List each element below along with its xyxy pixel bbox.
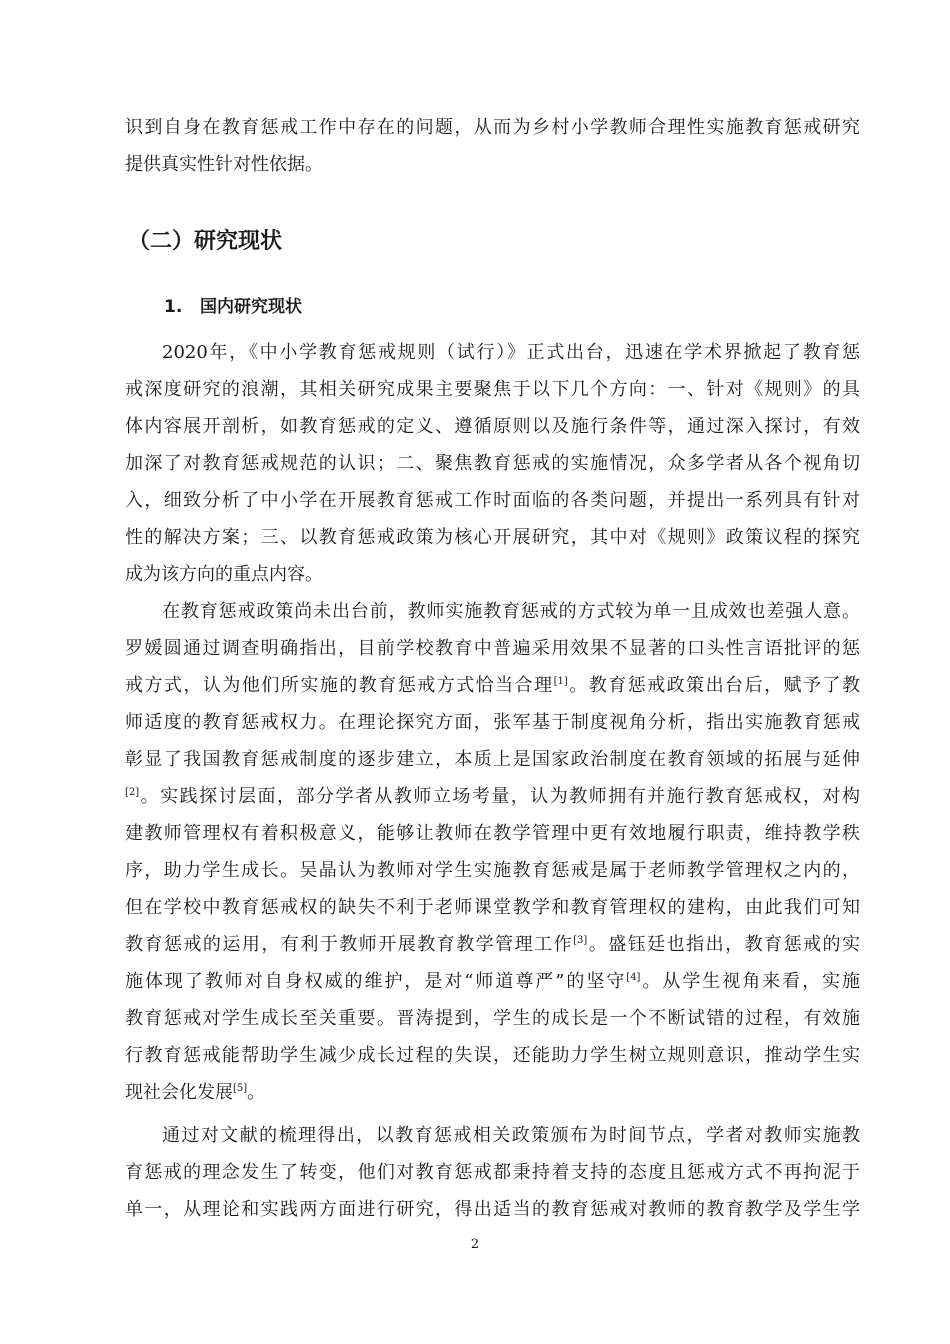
citation-ref: [5] (233, 1083, 248, 1094)
section-heading: （二）研究现状 (128, 229, 283, 254)
body-text-line: 教育惩戒的运用，有利于教师开展教育教学管理工作[3]。盛钰廷也指出，教育惩戒的实 (125, 934, 861, 955)
body-text-line: 但在学校中教育惩戒权的缺失不利于老师课堂教学和教育管理权的建构，由此我们可知 (125, 897, 860, 918)
body-text-line: 入，细致分析了中小学在开展教育惩戒工作时面临的各类问题，并提出一系列具有针对 (125, 490, 860, 511)
subsection-number: 1. (164, 297, 183, 317)
body-text-line: 育惩戒的理念发生了转变，他们对教育惩戒都秉持着支持的态度且惩戒方式不再拘泥于 (125, 1162, 860, 1183)
body-text-line: 识到自身在教育惩戒工作中存在的问题，从而为乡村小学教师合理性实施教育惩戒研究 (125, 117, 860, 138)
body-text-line: 施体现了教师对自身权威的维护，是对“师道尊严”的坚守[4]。从学生视角来看，实施 (125, 971, 860, 992)
body-text-line: 单一，从理论和实践两方面进行研究，得出适当的教育惩戒对教师的教育教学及学生学 (125, 1199, 860, 1220)
body-text-line: 戒深度研究的浪潮，其相关研究成果主要聚焦于以下几个方向：一、针对《规则》的具 (125, 379, 860, 400)
body-text-line: 戒方式，认为他们所实施的教育惩戒方式恰当合理[1]。教育惩戒政策出台后，赋予了教 (125, 675, 861, 696)
body-text-line: 行教育惩戒能帮助学生减少成长过程的失误，还能助力学生树立规则意识，推动学生实 (125, 1045, 860, 1066)
citation-ref: [3] (573, 935, 588, 946)
citation-ref: [2] (125, 787, 140, 798)
body-text-line: [2]。实践探讨层面，部分学者从教师立场考量，认为教师拥有并施行教育惩戒权，对构 (125, 786, 860, 807)
body-text-line: 加深了对教育惩戒规范的认识；二、聚焦教育惩戒的实施情况，众多学者从各个视角切 (125, 453, 860, 474)
body-text-line: 序，助力学生成长。吴晶认为教师对学生实施教育惩戒是属于老师教学管理权之内的， (125, 860, 860, 881)
body-text-line: 现社会化发展[5]。 (125, 1082, 266, 1103)
body-text-line: 成为该方向的重点内容。 (125, 564, 323, 585)
subsection-heading (164, 292, 302, 322)
body-text-line: 教育惩戒对学生成长至关重要。晋涛提到，学生的成长是一个不断试错的过程，有效施 (125, 1008, 860, 1029)
body-text-line: 通过对文献的梳理得出，以教育惩戒相关政策颁布为时间节点，学者对教师实施教 (162, 1125, 860, 1146)
body-text-line: 性的解决方案；三、以教育惩戒政策为核心开展研究，其中对《规则》政策议程的探究 (125, 527, 860, 548)
subsection-title: 国内研究现状 (200, 297, 302, 317)
page-number: 2 (470, 1237, 480, 1252)
body-text-line: 建教师管理权有着积极意义，能够让教师在教学管理中更有效地履行职责，维持教学秩 (125, 823, 860, 844)
citation-ref: [4] (626, 972, 641, 983)
body-text-line: 提供真实性针对性依据。 (125, 154, 323, 175)
body-text-line: 2020年，《中小学教育惩戒规则（试行）》正式出台，迅速在学术界掀起了教育惩 (162, 342, 860, 363)
body-text-line: 体内容展开剖析，如教育惩戒的定义、遵循原则以及施行条件等，通过深入探讨，有效 (125, 416, 860, 437)
body-text-line: 师适度的教育惩戒权力。在理论探究方面，张军基于制度视角分析，指出实施教育惩戒 (125, 712, 860, 733)
body-text-line: 罗媛圆通过调查明确指出，目前学校教育中普遍采用效果不显著的口头性言语批评的惩 (125, 638, 860, 659)
body-text-line: 在教育惩戒政策尚未出台前，教师实施教育惩戒的方式较为单一且成效也差强人意。 (162, 601, 860, 622)
body-text-line: 彰显了我国教育惩戒制度的逐步建立，本质上是国家政治制度在教育领域的拓展与延伸 (125, 749, 860, 770)
citation-ref: [1] (553, 676, 568, 687)
